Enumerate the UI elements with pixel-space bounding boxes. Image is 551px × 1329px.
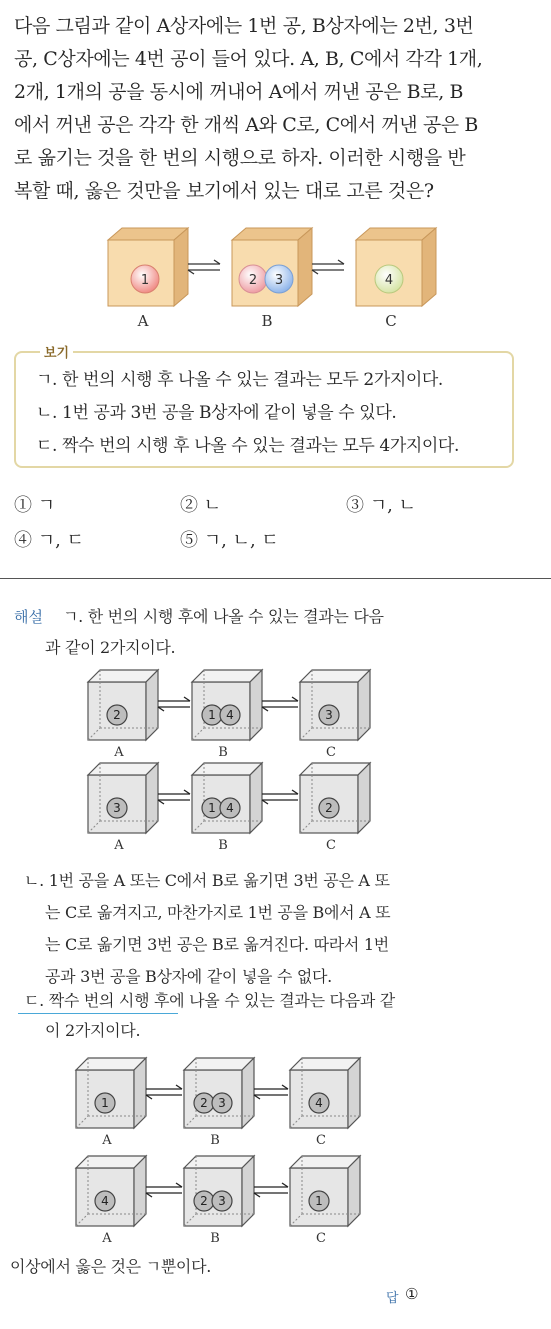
solution-figure-g	[0, 660, 551, 850]
exchange-arrows	[262, 790, 298, 804]
ball-number: 2	[200, 1194, 208, 1208]
choice-text: ㄱ, ㄴ	[369, 495, 416, 516]
bogi-item: ㄴ. 1번 공과 3번 공을 B상자에 같이 넣을 수 있다.	[36, 403, 397, 423]
choice-number: ③	[346, 495, 364, 516]
box-label: C	[326, 838, 336, 850]
ball-number: 3	[218, 1194, 226, 1208]
ball-number: 4	[226, 801, 234, 815]
ball-number: 4	[315, 1096, 323, 1110]
answer-value: ①	[405, 1285, 419, 1303]
svg-text:4: 4	[384, 273, 394, 288]
ball-number: 4	[101, 1194, 109, 1208]
box-b	[192, 670, 262, 740]
answer-label: 답	[386, 1291, 399, 1306]
box-label: C	[316, 1133, 326, 1148]
solution-line: 공과 3번 공을 B상자에 같이 넣을 수 없다.	[45, 967, 332, 986]
choice-1[interactable]	[14, 491, 55, 517]
box-c	[290, 1058, 360, 1128]
bogi-title: 보기	[40, 342, 73, 361]
box-label: C	[316, 1231, 326, 1246]
box-label: B	[218, 745, 228, 760]
box-label: A	[102, 1133, 112, 1148]
box-label: B	[261, 312, 273, 330]
question-line: 복할 때, 옳은 것만을 보기에서 있는 대로 고른 것은?	[14, 180, 434, 202]
choice-number: ②	[180, 495, 198, 516]
question-line: 로 옮기는 것을 한 번의 시행으로 하자. 이러한 시행을 반	[14, 147, 466, 169]
solution-tag: 해설	[14, 608, 43, 626]
exchange-arrows	[158, 697, 190, 711]
exchange-arrows	[158, 790, 190, 804]
question-line: 2개, 1개의 공을 동시에 꺼내어 A에서 꺼낸 공은 B로, B	[14, 81, 464, 103]
choice-text: ㄱ, ㄴ, ㄷ	[203, 530, 279, 551]
bogi-item: ㄷ. 짝수 번의 시행 후 나올 수 있는 결과는 모두 4가지이다.	[36, 436, 459, 456]
ball-number: 2	[200, 1096, 208, 1110]
ball-number: 1	[101, 1096, 109, 1110]
choice-3[interactable]	[346, 491, 416, 517]
ball-number: 1	[208, 801, 216, 815]
solution-line: ㄴ. 1번 공을 A 또는 C에서 B로 옮기면 3번 공은 A 또	[24, 871, 390, 890]
ball-number: 3	[325, 708, 333, 722]
choice-4[interactable]	[14, 526, 84, 552]
question-line: 에서 꺼낸 공은 각각 한 개씩 A와 C로, C에서 꺼낸 공은 B	[14, 114, 478, 136]
box-a	[76, 1058, 146, 1128]
highlight-underline	[18, 1013, 178, 1014]
exchange-arrows	[262, 697, 298, 711]
question-line: 다음 그림과 같이 A상자에는 1번 공, B상자에는 2번, 3번	[14, 15, 474, 37]
choice-5[interactable]	[180, 526, 279, 552]
box-label: A	[102, 1231, 112, 1246]
solution-line: 이 2가지이다.	[45, 1021, 141, 1040]
ball-number: 1	[208, 708, 216, 722]
box-c	[300, 763, 370, 833]
box-label: A	[137, 312, 149, 330]
bogi-item: ㄱ. 한 번의 시행 후 나올 수 있는 결과는 모두 2가지이다.	[36, 370, 443, 390]
solution-line: ㄷ. 짝수 번의 시행 후에 나올 수 있는 결과는 다음과 같	[24, 991, 395, 1010]
box-c	[300, 670, 370, 740]
solution-line: ㄱ. 한 번의 시행 후에 나올 수 있는 결과는 다음	[63, 607, 384, 626]
conclusion: 이상에서 옳은 것은 ㄱ뿐이다.	[10, 1257, 212, 1276]
solution-line: 는 C로 옮겨지고, 마찬가지로 1번 공을 B에서 A 또	[45, 903, 391, 922]
box-a	[88, 763, 158, 833]
box-label: A	[114, 745, 124, 760]
exchange-arrows	[254, 1183, 288, 1197]
box-b	[184, 1156, 254, 1226]
ball-number: 3	[218, 1096, 226, 1110]
box-b	[192, 763, 262, 833]
box-label: C	[385, 312, 397, 330]
box-a	[88, 670, 158, 740]
ball-number: 4	[226, 708, 234, 722]
exchange-arrows	[188, 260, 220, 274]
svg-text:2: 2	[248, 273, 258, 288]
ball-number: 2	[113, 708, 121, 722]
choice-text: ㄴ	[203, 495, 222, 516]
section-divider	[0, 578, 551, 579]
choice-number: ⑤	[180, 530, 198, 551]
exchange-arrows	[312, 260, 344, 274]
ball-number: 3	[113, 801, 121, 815]
solution-line: 과 같이 2가지이다.	[45, 638, 176, 657]
exchange-arrows	[146, 1085, 182, 1099]
choice-text: ㄱ	[37, 495, 56, 516]
choice-number: ①	[14, 495, 32, 516]
box-a	[76, 1156, 146, 1226]
box-label: B	[218, 838, 228, 850]
box-label: A	[114, 838, 124, 850]
box-c	[356, 228, 436, 306]
box-b	[232, 228, 312, 306]
box-label: B	[210, 1133, 220, 1148]
box-a	[108, 228, 188, 306]
choice-text: ㄱ, ㄷ	[37, 530, 84, 551]
solution-line: 는 C로 옮기면 3번 공은 B로 옮겨진다. 따라서 1번	[45, 935, 389, 954]
svg-text:3: 3	[274, 273, 284, 288]
box-c	[290, 1156, 360, 1226]
box-label: C	[326, 745, 336, 760]
box-b	[184, 1058, 254, 1128]
exchange-arrows	[146, 1183, 182, 1197]
choice-number: ④	[14, 530, 32, 551]
ball-number: 1	[315, 1194, 323, 1208]
exchange-arrows	[254, 1085, 288, 1099]
box-label: B	[210, 1231, 220, 1246]
solution-figure-d	[0, 1048, 551, 1248]
svg-text:1: 1	[140, 273, 150, 288]
ball-number: 2	[325, 801, 333, 815]
choice-2[interactable]	[180, 491, 221, 517]
question-line: 공, C상자에는 4번 공이 들어 있다. A, B, C에서 각각 1개,	[14, 48, 483, 70]
